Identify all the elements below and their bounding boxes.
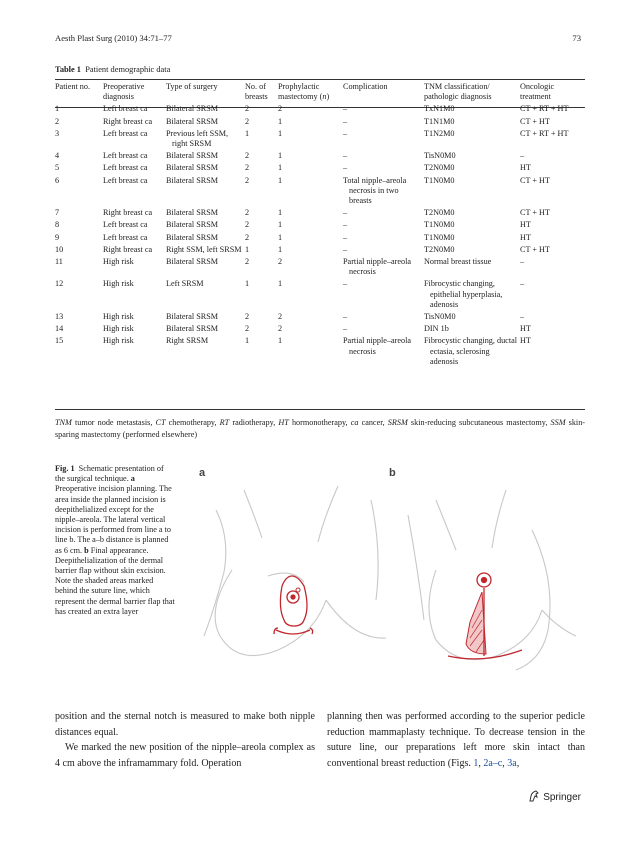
table-row [55,127,585,149]
table-row [55,115,585,127]
figure-caption-text: Preoperative incision planning. The area inside the planned incision is deepithelialized except for the nipple–areola. The lateral vertical incision is performed from line a to line b. The a–b distance is planned as 6 cm. [55,484,172,555]
table-cell: 2 [245,208,250,218]
table-footnote [55,417,585,440]
panel-a-label: a [199,467,206,479]
table-cell: – [343,151,348,161]
table-cell: Left breast ca [103,175,148,185]
table-cell: Left breast ca [103,104,148,114]
table-cell: 2 [245,163,250,173]
table-cell: Left breast ca [103,128,148,138]
table-cell: Right SRSM [166,336,209,346]
column-header-line: Oncologic [520,82,555,91]
table-cell: Left SRSM [166,279,204,289]
figure-reference-link[interactable]: 1 [473,757,479,769]
table-cell: – [343,104,348,114]
table-cell: Bilateral SRSM [166,257,219,267]
table-cell: Right SSM, left SRSM [166,244,242,254]
panel-b-torso [408,490,576,670]
table-cell: – [343,279,348,289]
patient-demographic-table [55,82,585,367]
column-header [343,82,424,102]
body-text-right-column [327,709,585,771]
table-cell: 1 [278,175,283,185]
abbreviation: ca [350,418,359,427]
table-row [55,161,585,173]
table-cell: Previous left SSM, right SRSM [166,128,229,149]
figure-reference-link[interactable]: 2a–c [483,757,503,769]
paragraph-text: , [516,757,520,769]
panel-b-dermal-barrier-flap [466,592,486,654]
table-cell: High risk [103,257,134,267]
table-cell: 1 [278,208,283,218]
column-header-line: diagnosis [103,92,134,102]
table-cell: 2 [245,116,250,126]
table-cell: 1 [278,116,283,126]
table-row [55,322,585,334]
figure-caption-text: Schematic presentation of the surgical technique. [55,464,164,484]
table-cell: 2 [278,257,283,267]
panel-b-label: b [389,467,396,479]
column-header-line: Type of surgery [166,82,218,91]
table-cell: TxN1M0 [424,104,455,114]
table-cell: CT + HT [520,244,550,254]
table-cell: – [520,312,525,322]
table-cell: 1 [278,128,283,138]
table-cell: T2N0M0 [424,244,455,254]
table-row [55,218,585,230]
column-header [520,82,585,102]
table-cell: 2 [55,116,60,126]
column-header-line: No. of [245,82,266,91]
table-cell: Fibrocystic changing, epithelial hyperplasia, adenosis [424,279,503,309]
table-cell: Right breast ca [103,116,153,126]
table-cell: Bilateral SRSM [166,312,219,322]
table-cell: 2 [245,104,250,114]
abbreviation-definition: skin-reducing subcutaneous mastectomy, [407,418,551,427]
column-header-line: Complication [343,82,388,91]
table-cell: 2 [245,232,250,242]
table-cell: – [343,312,348,322]
table-cell: 2 [245,220,250,230]
table-top-rule [55,79,585,80]
table-cell: Total nipple–areola necrosis in two breasts [343,175,407,206]
table-cell: Left breast ca [103,220,148,230]
table-cell: 7 [55,208,60,218]
column-header-line: pathologic diagnosis [424,92,492,102]
figure-caption-text: Final appearance. Deepithelialization of the dermal barrier flap without skin excision. Note the shaded areas marked behind the suture line, which represent the dermal barrier flap that has created an extra layer [55,545,175,616]
table-cell: CT + HT [520,175,550,185]
table-cell: 2 [245,324,250,334]
table-cell: – [343,232,348,242]
table-row [55,243,585,255]
paragraph-text: , [478,757,484,769]
table-cell: Bilateral SRSM [166,116,219,126]
table-cell: 1 [278,244,283,254]
table-cell: T2N0M0 [424,163,455,173]
column-header [278,82,343,102]
abbreviation-definition: cancer, [358,418,388,427]
table-cell: 6 [55,175,60,185]
abbreviation: SSM [550,418,566,427]
column-header-line: TNM classification/ [424,82,490,91]
column-header [103,82,166,102]
table-cell: – [520,151,525,161]
column-header [424,82,520,102]
table-title: Patient demographic data [85,65,171,74]
table-cell: – [520,279,525,289]
paragraph-text: , [502,757,508,769]
table-cell: – [343,244,348,254]
abbreviation-definition: hormonotherapy, [288,418,351,427]
body-text-left-column [55,709,315,771]
column-header [55,82,103,102]
table-cell: Bilateral SRSM [166,175,219,185]
table-cell: 14 [55,324,64,334]
table-cell: Partial nipple–areola necrosis [343,257,411,277]
table-cell: Bilateral SRSM [166,220,219,230]
table-cell: Bilateral SRSM [166,104,219,114]
table-cell: 8 [55,220,60,230]
table-cell: HT [520,220,531,230]
table-cell: 1 [278,163,283,173]
table-row [55,102,585,114]
table-cell: 4 [55,151,60,161]
table-cell: HT [520,232,531,242]
table-cell: HT [520,324,531,334]
column-header [166,82,245,102]
abbreviation: TNM [55,418,72,427]
table-cell: High risk [103,324,134,334]
paragraph [327,709,585,771]
table-cell: TisN0M0 [424,151,456,161]
panel-a-incision-marking [274,576,313,634]
table-cell: Bilateral SRSM [166,324,219,334]
table-cell: TisN0M0 [424,312,456,322]
table-cell: T1N0M0 [424,175,455,185]
figure-caption-panel-b: b [84,545,89,555]
table-row [55,231,585,243]
abbreviation: SRSM [387,418,408,427]
table-cell: 2 [245,257,250,267]
table-cell: Left breast ca [103,151,148,161]
table-cell: – [343,220,348,230]
table-cell: 1 [245,128,250,138]
paragraph: We marked the new position of the nipple–areola complex as 4 cm above the inframammary fold. Operation [55,742,315,769]
table-label: Table 1 [55,65,81,74]
column-header-line: Prophylactic [278,82,320,91]
table-cell: 2 [278,312,283,322]
table-cell: Fibrocystic changing, ductal ectasia, sclerosing adenosis [424,336,517,366]
figure-caption-panel-a: a [130,474,135,484]
table-cell: HT [520,336,531,346]
table-cell: 11 [55,257,63,267]
table-cell: Normal breast tissue [424,257,492,267]
table-cell: 2 [245,312,250,322]
table-cell: Bilateral SRSM [166,232,219,242]
table-header-row [55,82,585,102]
table-cell: 10 [55,244,64,254]
table-cell: 3 [55,128,60,138]
table-cell: Bilateral SRSM [166,151,219,161]
table-cell: 1 [245,279,250,289]
table-caption [55,65,170,74]
publisher-name: Springer [543,792,581,803]
panel-a-nipple-mark [296,588,300,592]
table-cell: Right breast ca [103,244,153,254]
table-row [55,334,585,367]
table-cell: 2 [245,175,250,185]
table-cell: 5 [55,163,60,173]
table-cell: 1 [278,336,283,346]
figure-label: Fig. 1 [55,464,75,473]
paragraph: position and the sternal notch is measured to make both nipple distances equal. [55,711,315,738]
table-bottom-rule [55,409,585,410]
table-row [55,149,585,161]
table-cell: High risk [103,279,134,289]
abbreviation: CT [155,418,166,427]
table-cell: – [343,116,348,126]
abbreviation: RT [219,418,230,427]
table-cell: T2N0M0 [424,208,455,218]
surgical-schematic-drawing [186,460,584,688]
table-cell: Bilateral SRSM [166,163,219,173]
column-header-line: breasts [245,92,268,102]
figure-reference-link[interactable]: 3a [507,757,517,769]
table-cell: T1N1M0 [424,116,455,126]
table-cell: 2 [245,151,250,161]
table-cell: 15 [55,336,64,346]
table-cell: 1 [278,151,283,161]
abbreviation-definition: skin-sparing mastectomy (performed elsewhere) [55,418,586,439]
page-number: 73 [572,33,581,43]
table-cell: HT [520,163,531,173]
table-cell: – [343,163,348,173]
table-cell: 2 [278,324,283,334]
abbreviation-definition: chemotherapy, [165,418,220,427]
table-cell: DIN 1b [424,324,449,334]
running-header: Aesth Plast Surg (2010) 34:71–77 [55,33,172,43]
abbreviation-definition: radiotherapy, [229,418,279,427]
table-cell: 1 [245,336,250,346]
table-cell: T1N2M0 [424,128,455,138]
table-cell: 1 [55,104,60,114]
table-cell: Right breast ca [103,208,153,218]
table-cell: – [343,128,348,138]
table-cell: CT + HT [520,116,550,126]
figure-caption [55,464,175,617]
table-cell: Left breast ca [103,163,148,173]
column-header-line: treatment [520,92,551,102]
table-row [55,310,585,322]
table-row [55,277,585,310]
table-cell: 1 [278,220,283,230]
table-cell: 12 [55,279,64,289]
table-cell: T1N0M0 [424,220,455,230]
table-row [55,206,585,218]
table-cell: 1 [278,279,283,289]
table-cell: High risk [103,336,134,346]
table-cell: Left breast ca [103,232,148,242]
table-row [55,255,585,277]
table-cell: Bilateral SRSM [166,208,219,218]
table-cell: – [520,257,525,267]
table-cell: 1 [278,232,283,242]
table-cell: T1N0M0 [424,232,455,242]
panel-a-torso [204,486,386,656]
table-cell: 1 [245,244,250,254]
surgical-technique-figure [186,460,584,688]
table-cell: 2 [278,104,283,114]
abbreviation: HT [278,418,289,427]
springer-horse-icon [528,790,540,802]
table-cell: Partial nipple–areola necrosis [343,336,411,356]
column-header-line: Preoperative [103,82,145,91]
table-cell: High risk [103,312,134,322]
column-header [245,82,278,102]
column-header-line: Patient no. [55,82,91,91]
column-header-line: mastectomy (n) [278,92,330,102]
table-cell: CT + HT [520,208,550,218]
table-body [55,102,585,367]
table-row [55,174,585,207]
table-cell: CT + RT + HT [520,128,569,138]
table-cell: – [343,324,348,334]
abbreviation-definition: tumor node metastasis, [71,418,156,427]
table-cell: 13 [55,312,64,322]
table-cell: 9 [55,232,60,242]
paragraph-text: planning then was performed according to the superior pedicle reduction mammaplasty technique. To decrease tension in the suture line, our preparations left more skin intact than conventional breast reduction (Figs. [327,711,585,769]
publisher-mark [528,790,581,803]
table-cell: CT + RT + HT [520,104,569,114]
table-cell: – [343,208,348,218]
